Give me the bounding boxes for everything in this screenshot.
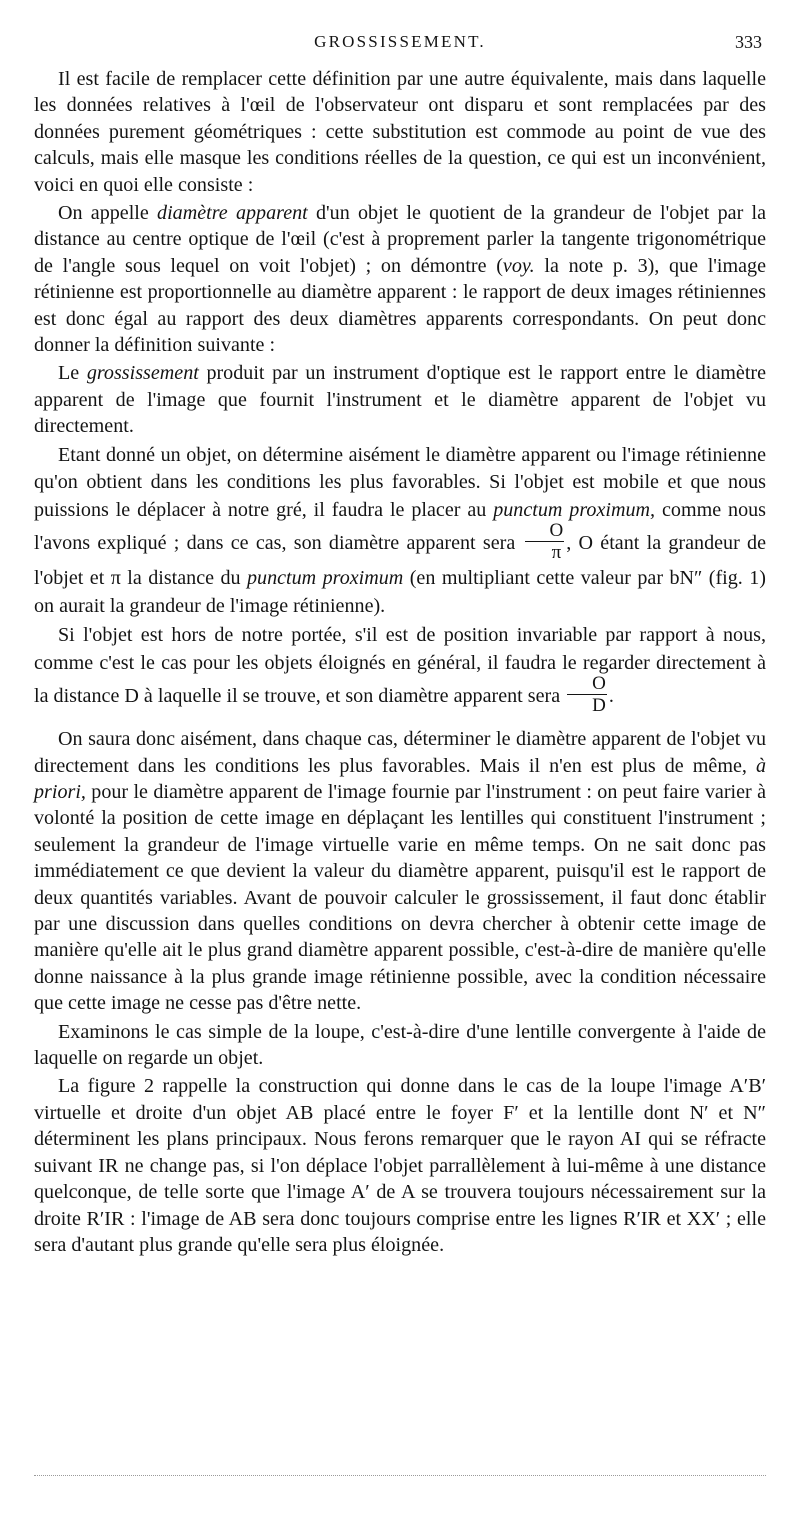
running-title: GROSSISSEMENT.	[314, 32, 486, 51]
term-punctum-proximum-2: punctum proximum	[246, 567, 404, 590]
fraction-o-over-d: $\frac{O}{D}$	[567, 674, 607, 715]
paragraph-loupe-intro: Examinons le cas simple de la loupe, c'est-à-dire d'une lentille convergente à l'aide de laquelle on regarde un objet.	[34, 1020, 766, 1070]
page-number: 333	[735, 32, 762, 52]
term-a-priori: à priori,	[34, 754, 766, 803]
footer-dotted-rule	[34, 1475, 766, 1476]
book-page	[34, 0, 766, 1513]
term-punctum-proximum: punctum proximum,	[493, 498, 656, 521]
paragraph-figure-2: La figure 2 rappelle la construction qui donne dans le cas de la loupe l'image A′B′ virtuelle et droite d'un objet AB placé entre le foyer F′ et la lentille dont N′ et N″ déterminent les plans principaux. Nous ferons remarquer que le rayon AI qui se réfracte suivant IR ne change pas, si l'on déplace l'objet parrallèlement à lui-même à une distance quelconque, de telle sorte que l'image A′ de A se trouvera toujours nécessairement sur la droite R′IR : l'image de AB sera donc toujours comprise entre les lignes R′IR et XX′ ; elle sera d'autant plus grande qu'elle sera plus éloignée.	[34, 1075, 766, 1256]
paragraph-apparent-diameter: On appelle diamètre apparent d'un objet le quotient de la grandeur de l'objet par la distance au centre optique de l'œil (c'est à proprement parler la tangente trigonométrique de l'angle sous lequel on voit l'objet) ; on démontre (voy. la note p. 3), que l'image rétinienne est proportionnelle au diamètre apparent : le rapport de deux images rétiniennes est donc égal au rapport des deux diamètres apparents correspondants. On peut donc donner la définition suivante :	[34, 202, 767, 357]
ref-voy: voy.	[502, 254, 535, 277]
page-header	[34, 30, 766, 56]
paragraph-instrument-image: On saura donc aisément, dans chaque cas, déterminer le diamètre apparent de l'objet vu directement dans les conditions les plus favorables. Mais il n'en est plus de même, à priori, pour le diamètre apparent de l'image fournie par l'instrument : on peut faire varier à volonté la position de cette image en déplaçant les lentilles qui constituent l'instrument ; seulement la grandeur de l'image virtuelle varie en même temps. On ne sait donc pas immédiatement ce que devient la valeur du diamètre apparent, puisqu'il est le rapport de deux quantités variables. Avant de pouvoir calculer le grossissement, il faut donc établir par une discussion dans quelles conditions on devra chercher à obtenir cette image de manière qu'elle ait le plus grand diamètre apparent possible, c'est-à-dire de manière qu'elle donne naissance à la plus grande image rétinienne possible, avec la condition nécessaire que cette image ne cesse pas d'être nette.	[34, 728, 766, 1015]
term-grossissement: grossissement	[86, 362, 199, 385]
paragraph-punctum-proximum: Etant donné un objet, on détermine aisément le diamètre apparent ou l'image rétinienne qu'on obtient dans les conditions les plus favorables. Si l'objet est mobile et que nous puissions le déplacer à notre gré, il faudra le placer au punctum proximum, comme nous l'avons expliqué ; dans ce cas, son diamètre apparent sera $\frac{O}{\pi}$ , O étant la grandeur de l'objet et π la distance du punctum proximum (en multipliant cette valeur par bN″ (fig. 1) on aurait la grandeur de l'image rétinienne).	[34, 443, 766, 617]
page-body	[34, 66, 766, 1258]
paragraph-distant-object: Si l'objet est hors de notre portée, s'il est de position invariable par rapport à nous, comme c'est le cas pour les objets éloignés en général, il faudra le regarder directement à la distance D à laquelle il se trouve, et son diamètre apparent sera $\frac{O}{D}$ .	[34, 624, 766, 717]
term-diametre-apparent: diamètre apparent	[157, 202, 308, 225]
fraction-o-over-pi: $\frac{O}{\pi}$	[525, 521, 565, 562]
paragraph-grossissement-definition: Le grossissement produit par un instrument d'optique est le rapport entre le diamètre apparent de l'image que fournit l'instrument et le diamètre apparent de l'objet vu directement.	[34, 362, 767, 438]
paragraph-definition-intro: Il est facile de remplacer cette définition par une autre équivalente, mais dans laquelle les données relatives à l'œil de l'observateur ont disparu et sont remplacées par des données purement géométriques : cette substitution est commode au point de vue des calculs, mais elle masque les conditions réelles de la question, ce qui est un inconvénient, voici en quoi elle consiste :	[34, 68, 766, 196]
